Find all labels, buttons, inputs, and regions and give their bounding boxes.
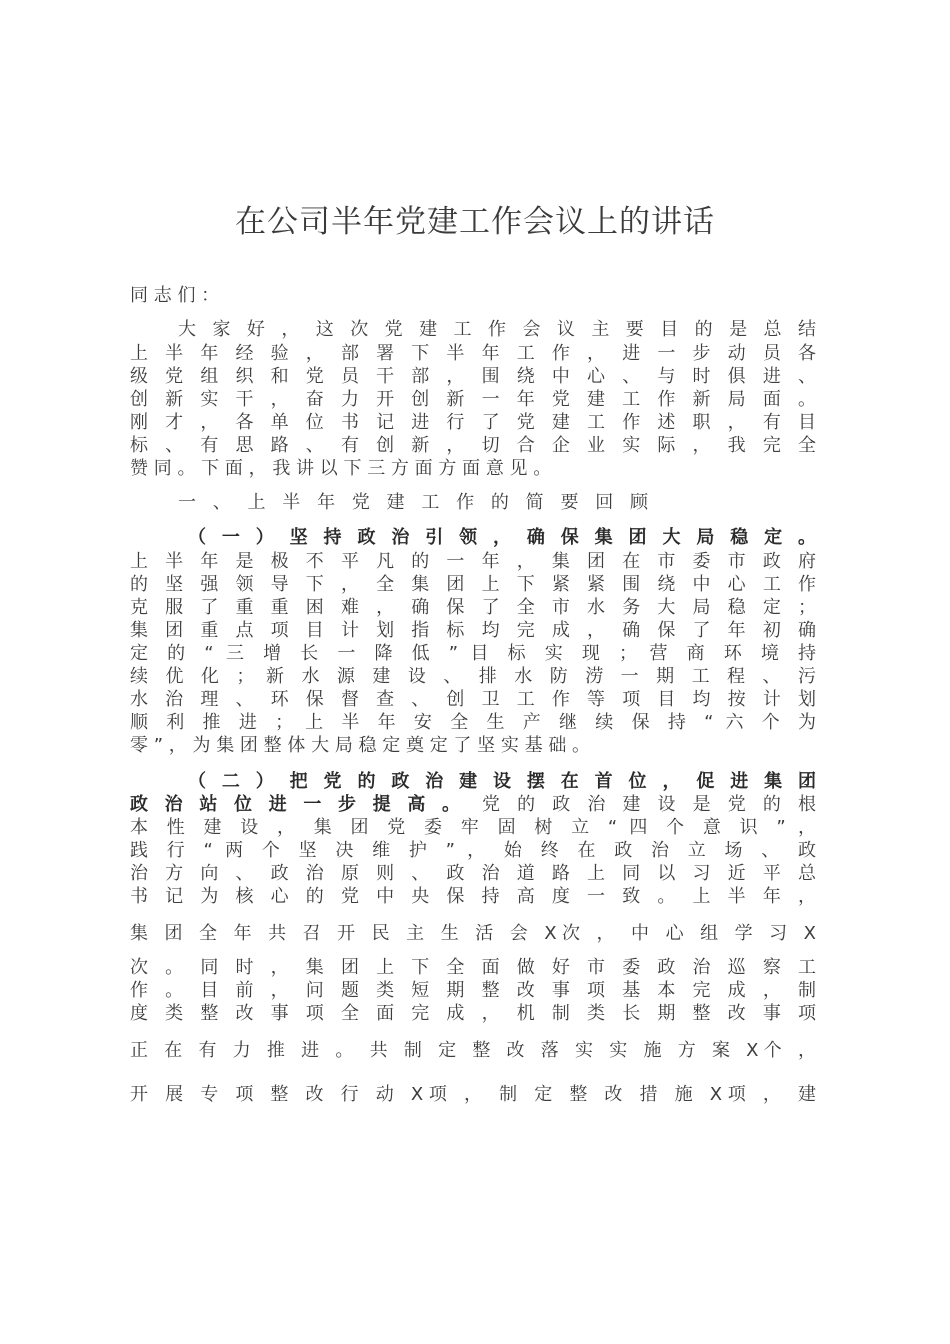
paragraph-line	[130, 793, 816, 817]
paragraph-line: 书 记 为 核 心 的 党 中 央 保 持 高 度 一 致 。 上 半 年 ，	[130, 886, 816, 907]
paragraph-line: 度 类 整 改 事 项 全 面 完 成 ， 机 制 类 长 期 整 改 事 项	[130, 1003, 816, 1024]
paragraph-line: 零 ” ， 为 集 团 整 体 大 局 稳 定 奠 定 了 坚 实 基 础 。	[130, 735, 591, 756]
paragraph-line: 定 的 “ 三 增 长 一 降 低 ” 目 标 实 现 ； 营 商 环 境 持	[130, 643, 816, 664]
section-heading: 一 、 上 半 年 党 建 工 作 的 简 要 回 顾	[178, 492, 648, 513]
paragraph-line: 集 团 全 年 共 召 开 民 主 生 活 会 X次 ， 中 心 组 学 习 X	[130, 923, 816, 944]
paragraph-line: 创 新 实 干 ， 奋 力 开 创 新 一 年 党 建 工 作 新 局 面 。	[130, 389, 816, 410]
paragraph-line: 本 性 建 设 ， 集 团 党 委 牢 固 树 立 “ 四 个 意 识 ” ，	[130, 817, 816, 838]
paragraph-line: 水 治 理 、 环 保 督 查 、 创 卫 工 作 等 项 目 均 按 计 划	[130, 689, 816, 710]
paragraph-line: 次 。 同 时 ， 集 团 上 下 全 面 做 好 市 委 政 治 巡 察 工	[130, 957, 816, 978]
paragraph-line: 作 。 目 前 ， 问 题 类 短 期 整 改 事 项 基 本 完 成 ， 制	[130, 980, 816, 1001]
subsection-heading-end: 政 治 站 位 进 一 步 提 高 。	[130, 794, 460, 815]
paragraph-line: 赞 同 。 下 面 ， 我 讲 以 下 三 方 面 方 面 意 见 。	[130, 458, 552, 479]
paragraph-line: 开 展 专 项 整 改 行 动 X项 ， 制 定 整 改 措 施 X项 ， 建	[130, 1084, 816, 1105]
paragraph-line: 续 优 化 ； 新 水 源 建 设 、 排 水 防 涝 一 期 工 程 、 污	[130, 666, 816, 687]
subsection-heading: （ 一 ） 坚 持 政 治 引 领 ， 确 保 集 团 大 局 稳 定 。	[188, 527, 816, 548]
paragraph-line: 上 半 年 经 验 ， 部 署 下 半 年 工 作 ， 进 一 步 动 员 各	[130, 343, 816, 364]
paragraph-line: 正 在 有 力 推 进 。 共 制 定 整 改 落 实 实 施 方 案 X个 ，	[130, 1040, 816, 1061]
salutation: 同 志 们 ：	[130, 285, 220, 306]
subsection-heading: （ 二 ） 把 党 的 政 治 建 设 摆 在 首 位 ， 促 进 集 团	[188, 771, 816, 792]
paragraph-line: 刚 才 ， 各 单 位 书 记 进 行 了 党 建 工 作 述 职 ， 有 目	[130, 412, 816, 433]
paragraph-text: 党 的 政 治 建 设 是 党 的 根	[482, 794, 816, 815]
paragraph-line: 的 坚 强 领 导 下 ， 全 集 团 上 下 紧 紧 围 绕 中 心 工 作	[130, 574, 816, 595]
document-title: 在公司半年党建工作会议上的讲话	[235, 204, 715, 240]
paragraph-line: 集 团 重 点 项 目 计 划 指 标 均 完 成 ， 确 保 了 年 初 确	[130, 620, 816, 641]
paragraph-line: 践 行 “ 两 个 坚 决 维 护 ” ， 始 终 在 政 治 立 场 、 政	[130, 840, 816, 861]
paragraph-line: 克 服 了 重 重 困 难 ， 确 保 了 全 市 水 务 大 局 稳 定 ；	[130, 597, 816, 618]
paragraph-line: 顺 利 推 进 ； 上 半 年 安 全 生 产 继 续 保 持 “ 六 个 为	[130, 712, 816, 733]
paragraph-line: 标 、 有 思 路 、 有 创 新 ， 切 合 企 业 实 际 ， 我 完 全	[130, 435, 816, 456]
paragraph-line: 大 家 好 ， 这 次 党 建 工 作 会 议 主 要 目 的 是 总 结	[178, 319, 816, 340]
paragraph-line: 上 半 年 是 极 不 平 凡 的 一 年 ， 集 团 在 市 委 市 政 府	[130, 551, 816, 572]
paragraph-line: 治 方 向 、 政 治 原 则 、 政 治 道 路 上 同 以 习 近 平 总	[130, 863, 816, 884]
paragraph-line: 级 党 组 织 和 党 员 干 部 ， 围 绕 中 心 、 与 时 俱 进 、	[130, 366, 816, 387]
